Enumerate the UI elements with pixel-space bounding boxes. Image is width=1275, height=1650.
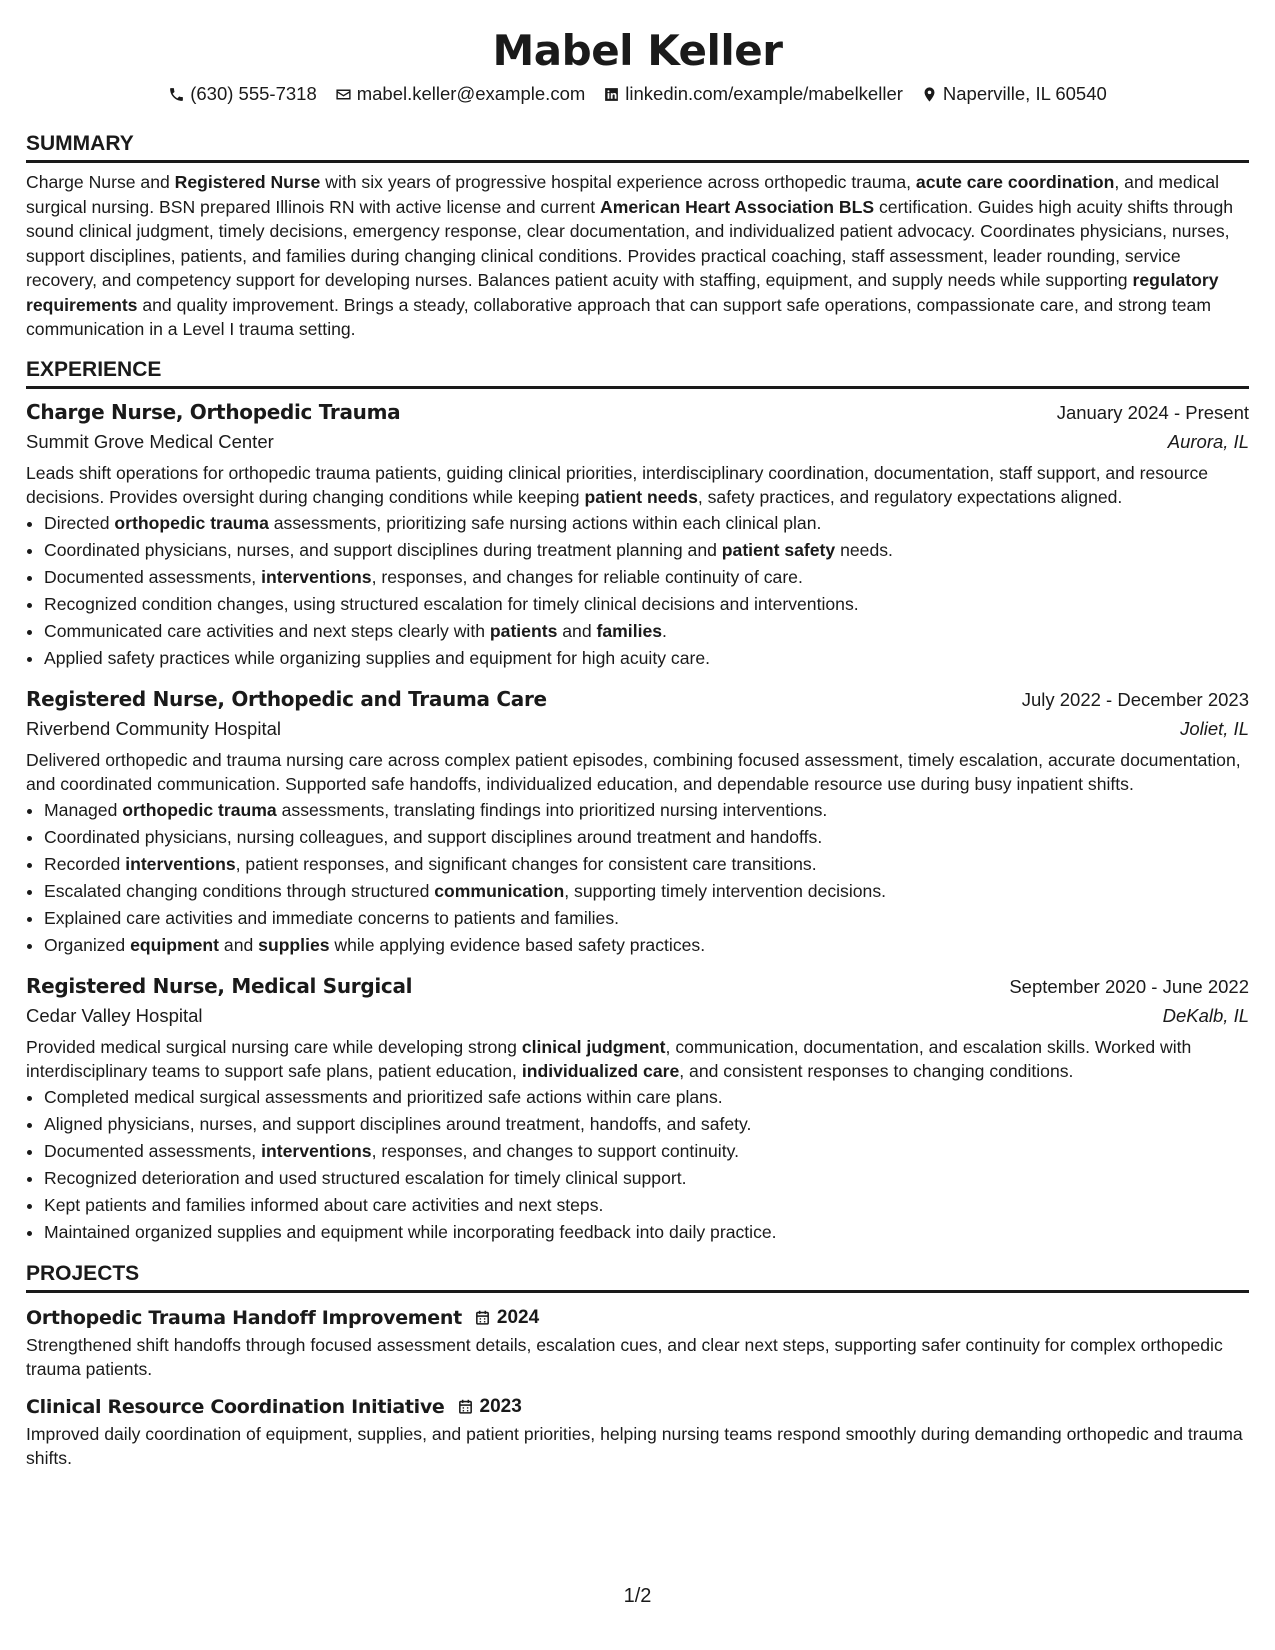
list-item xyxy=(44,618,1249,645)
list-item xyxy=(44,645,1249,672)
job-dates: September 2020 - June 2022 xyxy=(1009,975,1249,997)
text-run: assessments, prioritizing safe nursing actions within each clinical plan. xyxy=(268,512,822,533)
contact-location xyxy=(921,82,1107,106)
summary-heading: SUMMARY xyxy=(26,130,1249,163)
job-list xyxy=(26,397,1249,1246)
text-run: Documented assessments, xyxy=(44,1140,262,1161)
bold-phrase: patients xyxy=(489,620,558,641)
job-employer: Cedar Valley Hospital xyxy=(26,1004,203,1026)
list-item xyxy=(44,510,1249,537)
bold-phrase: Registered Nurse xyxy=(174,172,321,192)
bold-phrase: interventions xyxy=(125,853,236,874)
job-bullets xyxy=(26,1084,1249,1246)
linkedin-icon xyxy=(603,86,620,103)
envelope-icon xyxy=(335,86,352,103)
bold-phrase: orthopedic trauma xyxy=(122,799,277,820)
experience-heading: EXPERIENCE xyxy=(26,356,1249,389)
text-run: assessments, translating findings into prioritized nursing interventions. xyxy=(276,799,828,820)
job-header xyxy=(26,684,1249,714)
text-run: Provided medical surgical nursing care while developing strong xyxy=(26,1036,522,1057)
job-subheader xyxy=(26,427,1249,457)
text-run: Documented assessments, xyxy=(44,566,262,587)
bold-phrase: orthopedic trauma xyxy=(114,512,269,533)
bold-phrase: interventions xyxy=(261,1140,372,1161)
candidate-name: Mabel Keller xyxy=(492,26,783,75)
job-title: Registered Nurse, Medical Surgical xyxy=(26,973,413,998)
bold-phrase: individualized care xyxy=(521,1061,680,1081)
projects-section xyxy=(26,1260,1249,1471)
resume-page xyxy=(26,0,1249,1471)
project-description: Strengthened shift handoffs through focused assessment details, escalation cues, and clear next steps, supporting safer continuity for complex orthopedic trauma patients. xyxy=(26,1334,1223,1379)
project-entry xyxy=(26,1303,1249,1382)
job-entry xyxy=(26,684,1249,959)
list-item xyxy=(44,1111,1249,1138)
text-run: Directed xyxy=(44,512,115,533)
job-entry xyxy=(26,397,1249,672)
bold-phrase: equipment xyxy=(130,934,220,955)
project-header xyxy=(26,1392,1249,1422)
list-item xyxy=(44,851,1249,878)
text-run: and xyxy=(219,934,259,955)
list-item xyxy=(44,1138,1249,1165)
text-run: Explained care activities and immediate concerns to patients and families. xyxy=(44,907,620,928)
experience-section xyxy=(26,356,1249,1246)
contact-linkedin[interactable] xyxy=(603,82,903,106)
job-description xyxy=(26,461,1249,510)
job-bullets xyxy=(26,510,1249,672)
text-run: Recognized condition changes, using structured escalation for timely clinical decisions and interventions. xyxy=(44,593,859,614)
contact-email[interactable] xyxy=(335,82,586,106)
bold-phrase: American Heart Association BLS xyxy=(600,196,875,217)
text-run: Aligned physicians, nurses, and support disciplines around treatment, handoffs, and safety. xyxy=(44,1113,752,1134)
map-pin-icon xyxy=(921,86,938,103)
text-run: and quality improvement. Brings a steady, collaborative approach that can support safe operations, compassionate care, and strong team communication in a Level I trauma setting. xyxy=(26,294,1211,339)
text-run: . xyxy=(662,620,667,641)
job-location: Aurora, IL xyxy=(1167,430,1249,452)
contact-phone xyxy=(168,82,317,106)
list-item xyxy=(44,824,1249,851)
summary-section xyxy=(26,130,1249,342)
list-item xyxy=(44,564,1249,591)
list-item xyxy=(44,905,1249,932)
list-item xyxy=(44,591,1249,618)
project-year-text: 2024 xyxy=(496,1306,540,1328)
project-year xyxy=(474,1303,539,1333)
bold-phrase: families xyxy=(596,620,663,641)
contact-bar xyxy=(26,82,1249,106)
text-run: , safety practices, and regulatory expectations aligned. xyxy=(697,487,1123,507)
job-description xyxy=(26,1035,1249,1084)
text-run: Organized xyxy=(44,934,131,955)
list-item xyxy=(44,1192,1249,1219)
job-title: Registered Nurse, Orthopedic and Trauma Care xyxy=(26,686,547,711)
text-run: , communication, documentation, and escalation skills. Worked with interdisciplinary teams to support safe plans, patient education, xyxy=(26,1036,1192,1081)
text-run: Communicated care activities and next steps clearly with xyxy=(44,620,490,641)
list-item xyxy=(44,1219,1249,1246)
text-run: needs. xyxy=(835,539,893,560)
project-year-text: 2023 xyxy=(479,1395,522,1417)
job-header xyxy=(26,971,1249,1001)
text-run: certification. Guides high acuity shifts through sound clinical judgment, timely decisions, emergency response, clear documentation, and individualized patient advocacy. Coordinates physicians, nurses, support disciplines, patients, and families during changing clinical conditions. Provides practical coaching, staff assessment, leader rounding, service recovery, and competency support for developing nurses. Balances patient acuity with staffing, equipment, and supply needs while supporting xyxy=(26,196,1234,290)
bold-phrase: patient needs xyxy=(584,487,698,507)
summary-text xyxy=(26,170,1249,342)
bold-phrase: clinical judgment xyxy=(521,1036,666,1057)
project-year xyxy=(457,1392,522,1422)
bold-phrase: supplies xyxy=(258,934,330,955)
list-item xyxy=(44,878,1249,905)
text-run: Maintained organized supplies and equipment while incorporating feedback into daily practice. xyxy=(44,1221,777,1242)
text-run: Recognized deterioration and used structured escalation for timely clinical support. xyxy=(44,1167,687,1188)
text-run: while applying evidence based safety practices. xyxy=(329,934,706,955)
text-run: , and consistent responses to changing conditions. xyxy=(679,1061,1074,1081)
text-run: Recorded xyxy=(44,853,126,874)
list-item xyxy=(44,1165,1249,1192)
project-title: Orthopedic Trauma Handoff Improvement xyxy=(26,1306,462,1329)
text-run: Completed medical surgical assessments and prioritized safe actions within care plans. xyxy=(44,1086,723,1107)
text-run: Charge Nurse and xyxy=(26,172,175,192)
calendar-icon xyxy=(474,1309,491,1326)
text-run: , and medical surgical nursing. BSN prepared Illinois RN with active license and current xyxy=(26,172,1220,217)
bold-phrase: interventions xyxy=(261,566,372,587)
job-employer: Summit Grove Medical Center xyxy=(26,430,274,452)
text-run: and xyxy=(557,620,597,641)
text-run: , patient responses, and significant changes for consistent care transitions. xyxy=(235,853,817,874)
text-run: Coordinated physicians, nurses, and support disciplines during treatment planning and xyxy=(44,539,722,560)
phone-text: (630) 555-7318 xyxy=(190,83,317,104)
projects-heading: PROJECTS xyxy=(26,1260,1249,1293)
project-title: Clinical Resource Coordination Initiative xyxy=(26,1395,445,1418)
job-entry xyxy=(26,971,1249,1246)
job-header xyxy=(26,397,1249,427)
bold-phrase: patient safety xyxy=(721,539,836,560)
job-description xyxy=(26,748,1249,797)
job-bullets xyxy=(26,797,1249,959)
text-run: Delivered orthopedic and trauma nursing care across complex patient episodes, combining focused assessment, timely escalation, accurate documentation, and coordinated communication. Supported safe handoffs, individualized education, and dependable resource use during busy inpatient shifts. xyxy=(26,749,1241,794)
list-item xyxy=(44,932,1249,959)
job-subheader xyxy=(26,714,1249,744)
job-dates: July 2022 - December 2023 xyxy=(1021,688,1249,710)
location-text: Naperville, IL 60540 xyxy=(942,83,1107,104)
text-run: with six years of progressive hospital experience across orthopedic trauma, xyxy=(320,172,916,192)
text-run: Applied safety practices while organizing supplies and equipment for high acuity care. xyxy=(44,647,711,668)
linkedin-link[interactable]: linkedin.com/example/mabelkeller xyxy=(625,83,903,104)
project-header xyxy=(26,1303,1249,1333)
phone-icon xyxy=(168,86,185,103)
list-item xyxy=(44,1084,1249,1111)
text-run: Escalated changing conditions through structured xyxy=(44,880,435,901)
job-title: Charge Nurse, Orthopedic Trauma xyxy=(26,399,401,424)
project-list xyxy=(26,1303,1249,1471)
calendar-icon xyxy=(457,1398,474,1415)
text-run: Managed xyxy=(44,799,123,820)
text-run: , responses, and changes for reliable continuity of care. xyxy=(371,566,803,587)
list-item xyxy=(44,537,1249,564)
list-item xyxy=(44,797,1249,824)
text-run: , supporting timely intervention decisions. xyxy=(564,880,887,901)
job-subheader xyxy=(26,1001,1249,1031)
text-run: Kept patients and families informed about care activities and next steps. xyxy=(44,1194,604,1215)
bold-phrase: regulatory requirements xyxy=(26,270,1219,315)
text-run: Coordinated physicians, nursing colleagues, and support disciplines around treatment and handoffs. xyxy=(44,826,823,847)
project-entry xyxy=(26,1392,1249,1471)
job-employer: Riverbend Community Hospital xyxy=(26,717,281,739)
bold-phrase: communication xyxy=(434,880,565,901)
page-number: 1/2 xyxy=(623,1585,652,1607)
project-description: Improved daily coordination of equipment, supplies, and patient priorities, helping nursing teams respond smoothly during demanding orthopedic and trauma shifts. xyxy=(26,1423,1243,1468)
job-location: DeKalb, IL xyxy=(1162,1004,1249,1026)
bold-phrase: acute care coordination xyxy=(915,172,1115,192)
job-dates: January 2024 - Present xyxy=(1056,401,1249,423)
text-run: Leads shift operations for orthopedic trauma patients, guiding clinical priorities, interdisciplinary coordination, documentation, staff support, and resource decisions. Provides oversight during changing conditions while keeping xyxy=(26,462,1209,507)
email-link[interactable]: mabel.keller@example.com xyxy=(356,83,586,104)
text-run: , responses, and changes to support continuity. xyxy=(371,1140,739,1161)
job-location: Joliet, IL xyxy=(1180,717,1249,739)
